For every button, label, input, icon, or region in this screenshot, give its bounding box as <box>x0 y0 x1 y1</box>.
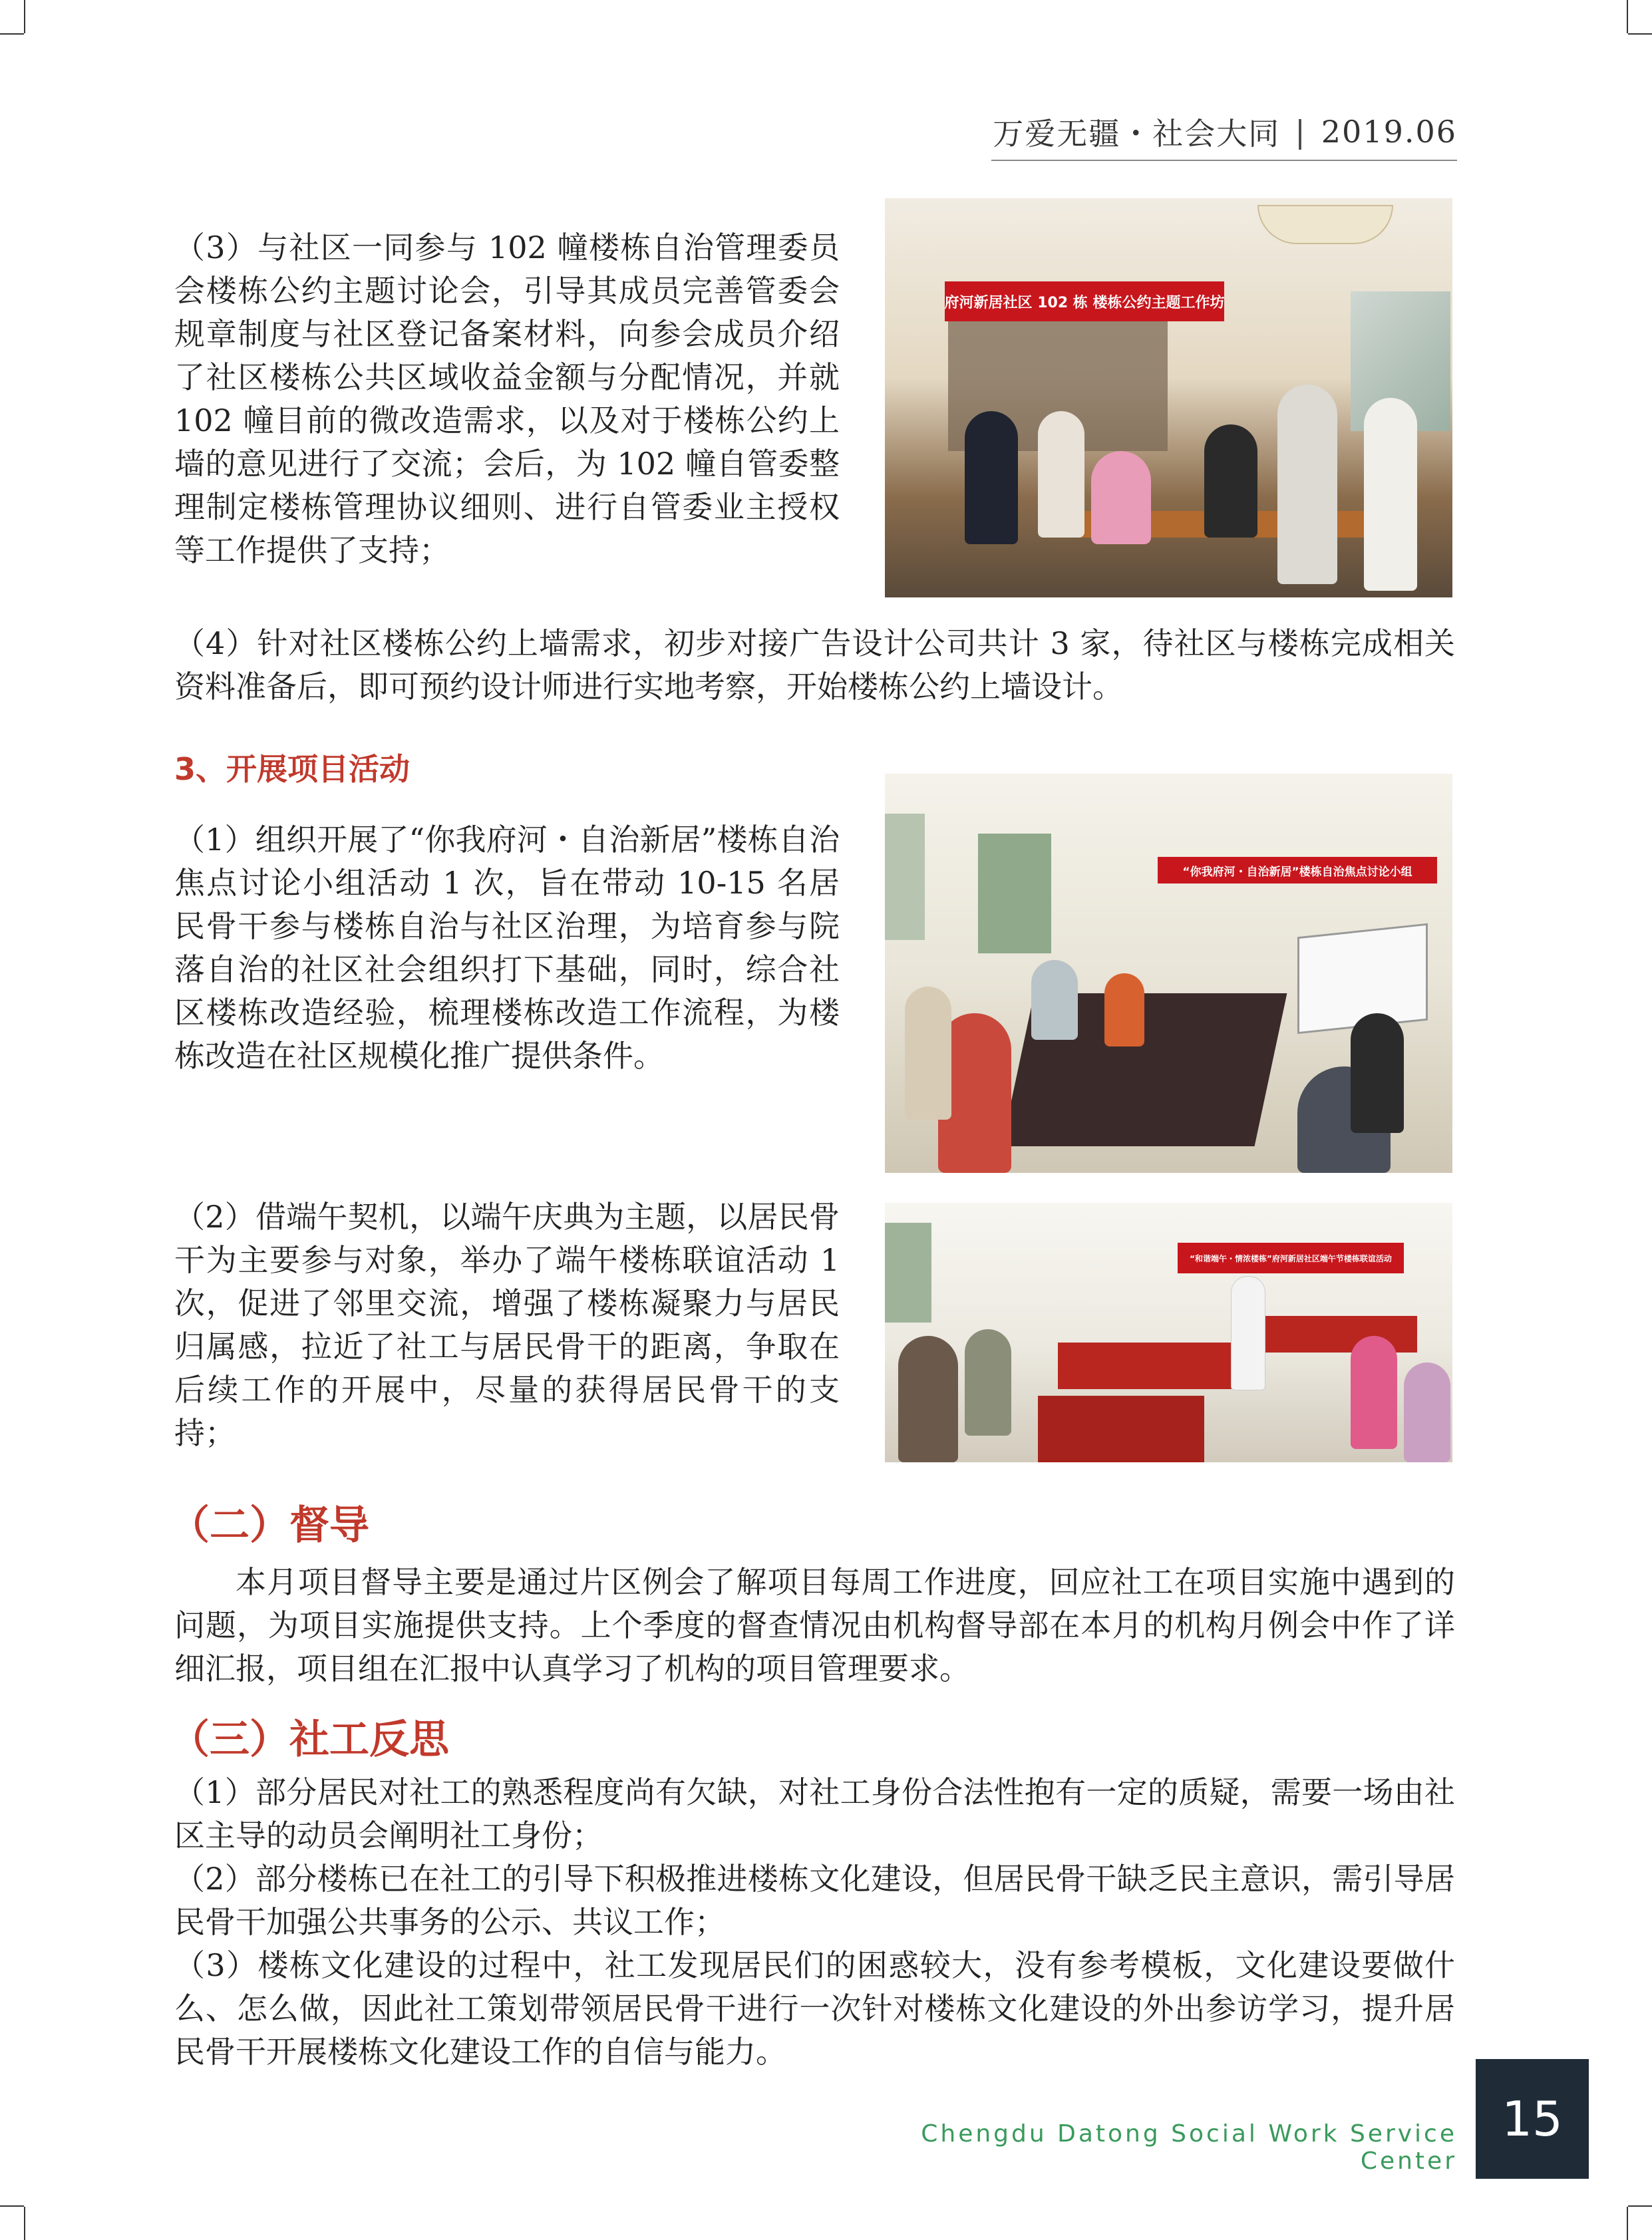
crop-mark <box>1628 33 1652 35</box>
issue-date: 2019.06 <box>1321 114 1457 150</box>
section-heading-supervision: （二）督导 <box>170 1502 369 1549</box>
paragraph-reflection1: （1）部分居民对社工的熟悉程度尚有欠缺，对社工身份合法性抱有一定的质疑，需要一场由社区主导的动员会阐明社工身份； <box>174 1774 1455 1853</box>
paragraph-item3: （3）与社区一同参与 102 幢楼栋自治管理委员会楼栋公约主题讨论会，引导其成员完善管委会规章制度与社区登记备案材料，向参会成员介绍了社区楼栋公共区域收益金额与分配情况，并就 102 幢目前的微改造需求，以及对于楼栋公约上墙的意见进行了交流；会后，为 102 幢自管委整理制定楼栋管理协议细则、进行自管委业主授权等工作提供了支持； <box>174 230 840 568</box>
window <box>978 834 1051 953</box>
header-rule <box>991 160 1457 161</box>
paragraph-reflection2: （2）部分楼栋已在社工的引导下积极推进楼栋文化建设，但居民骨干缺乏民主意识，需引导居民骨干加强公共事务的公示、共议工作； <box>174 1861 1455 1940</box>
header-separator: | <box>1295 114 1307 150</box>
chandelier <box>1257 205 1393 244</box>
person <box>1231 1276 1265 1390</box>
meeting-photo <box>885 198 1452 597</box>
person <box>1031 960 1078 1040</box>
person <box>965 1329 1011 1436</box>
paragraph-reflection3: （3）楼栋文化建设的过程中，社工发现居民们的困惑较大，没有参考模板，文化建设要做什么、怎么做，因此社工策划带领居民骨干进行一次针对楼栋文化建设的外出参访学习，提升居民骨干开展楼栋文化建设工作的自信与能力。 <box>174 1947 1455 2070</box>
person <box>1091 451 1151 544</box>
festival-party-photo <box>885 1203 1452 1462</box>
person <box>1364 398 1417 591</box>
person <box>965 411 1018 544</box>
activity-table <box>1264 1316 1417 1353</box>
activity-table <box>1038 1396 1204 1462</box>
window <box>885 1223 931 1323</box>
crop-mark <box>1627 2207 1628 2240</box>
person <box>1277 385 1337 584</box>
activity-table <box>1058 1343 1257 1389</box>
page-number-box <box>1476 2059 1589 2179</box>
page-number: 15 <box>1502 2091 1563 2147</box>
paragraph-activity2: （2）借端午契机，以端午庆典为主题，以居民骨干为主要参与对象，举办了端午楼栋联谊活动 1 次，促进了邻里交流，增强了楼栋凝聚力与居民归属感，拉近了社工与居民骨干的距离，争取在后续工作的开展中，尽量的获得居民骨干的支持； <box>174 1199 840 1451</box>
journal-title: 万爱无疆・社会大同 <box>993 116 1281 152</box>
running-header <box>991 105 1457 158</box>
crop-mark <box>1627 0 1628 33</box>
banner-text: “和谐端午・情浓楼栋”府河新居社区端午节楼栋联谊活动 <box>1178 1243 1404 1273</box>
person <box>1038 411 1084 538</box>
window <box>885 814 925 940</box>
crop-mark <box>0 2205 24 2207</box>
person <box>1351 1336 1397 1449</box>
banner-text: “你我府河・自治新居”楼栋自治焦点讨论小组 <box>1158 857 1437 883</box>
subsection-heading: 3、开展项目活动 <box>174 751 411 787</box>
crop-mark <box>24 0 25 33</box>
footer-organization: Chengdu Datong Social Work Service Center <box>921 2120 1457 2175</box>
section-heading-reflection: （三）社工反思 <box>170 1716 449 1763</box>
crop-mark <box>24 2207 25 2240</box>
person <box>1351 1013 1404 1133</box>
crop-mark <box>0 33 24 35</box>
paragraph-supervision: 本月项目督导主要是通过片区例会了解项目每周工作进度，回应社工在项目实施中遇到的问题，为项目实施提供支持。上个季度的督查情况由机构督导部在本月的机构月例会中作了详细汇报，项目组在汇报中认真学习了机构的项目管理要求。 <box>174 1564 1455 1686</box>
focus-group-photo <box>885 774 1452 1173</box>
banner-text: 府河新居社区 102 栋 楼栋公约主题工作坊 <box>945 281 1224 321</box>
paragraph-item4: （4）针对社区楼栋公约上墙需求，初步对接广告设计公司共计 3 家，待社区与楼栋完成相关资料准备后，即可预约设计师进行实地考察，开始楼栋公约上墙设计。 <box>174 625 1455 705</box>
person <box>1404 1362 1450 1462</box>
person <box>905 987 951 1120</box>
person <box>898 1336 958 1462</box>
person <box>1204 424 1257 538</box>
person <box>1104 973 1144 1046</box>
crop-mark <box>1628 2205 1652 2207</box>
paragraph-activity1: （1）组织开展了“你我府河・自治新居”楼栋自治焦点讨论小组活动 1 次，旨在带动 10-15 名居民骨干参与楼栋自治与社区治理，为培育参与院落自治的社区社会组织打下基础，同时，综合社区楼栋改造经验，梳理楼栋改造工作流程，为楼栋改造在社区规模化推广提供条件。 <box>174 822 840 1074</box>
